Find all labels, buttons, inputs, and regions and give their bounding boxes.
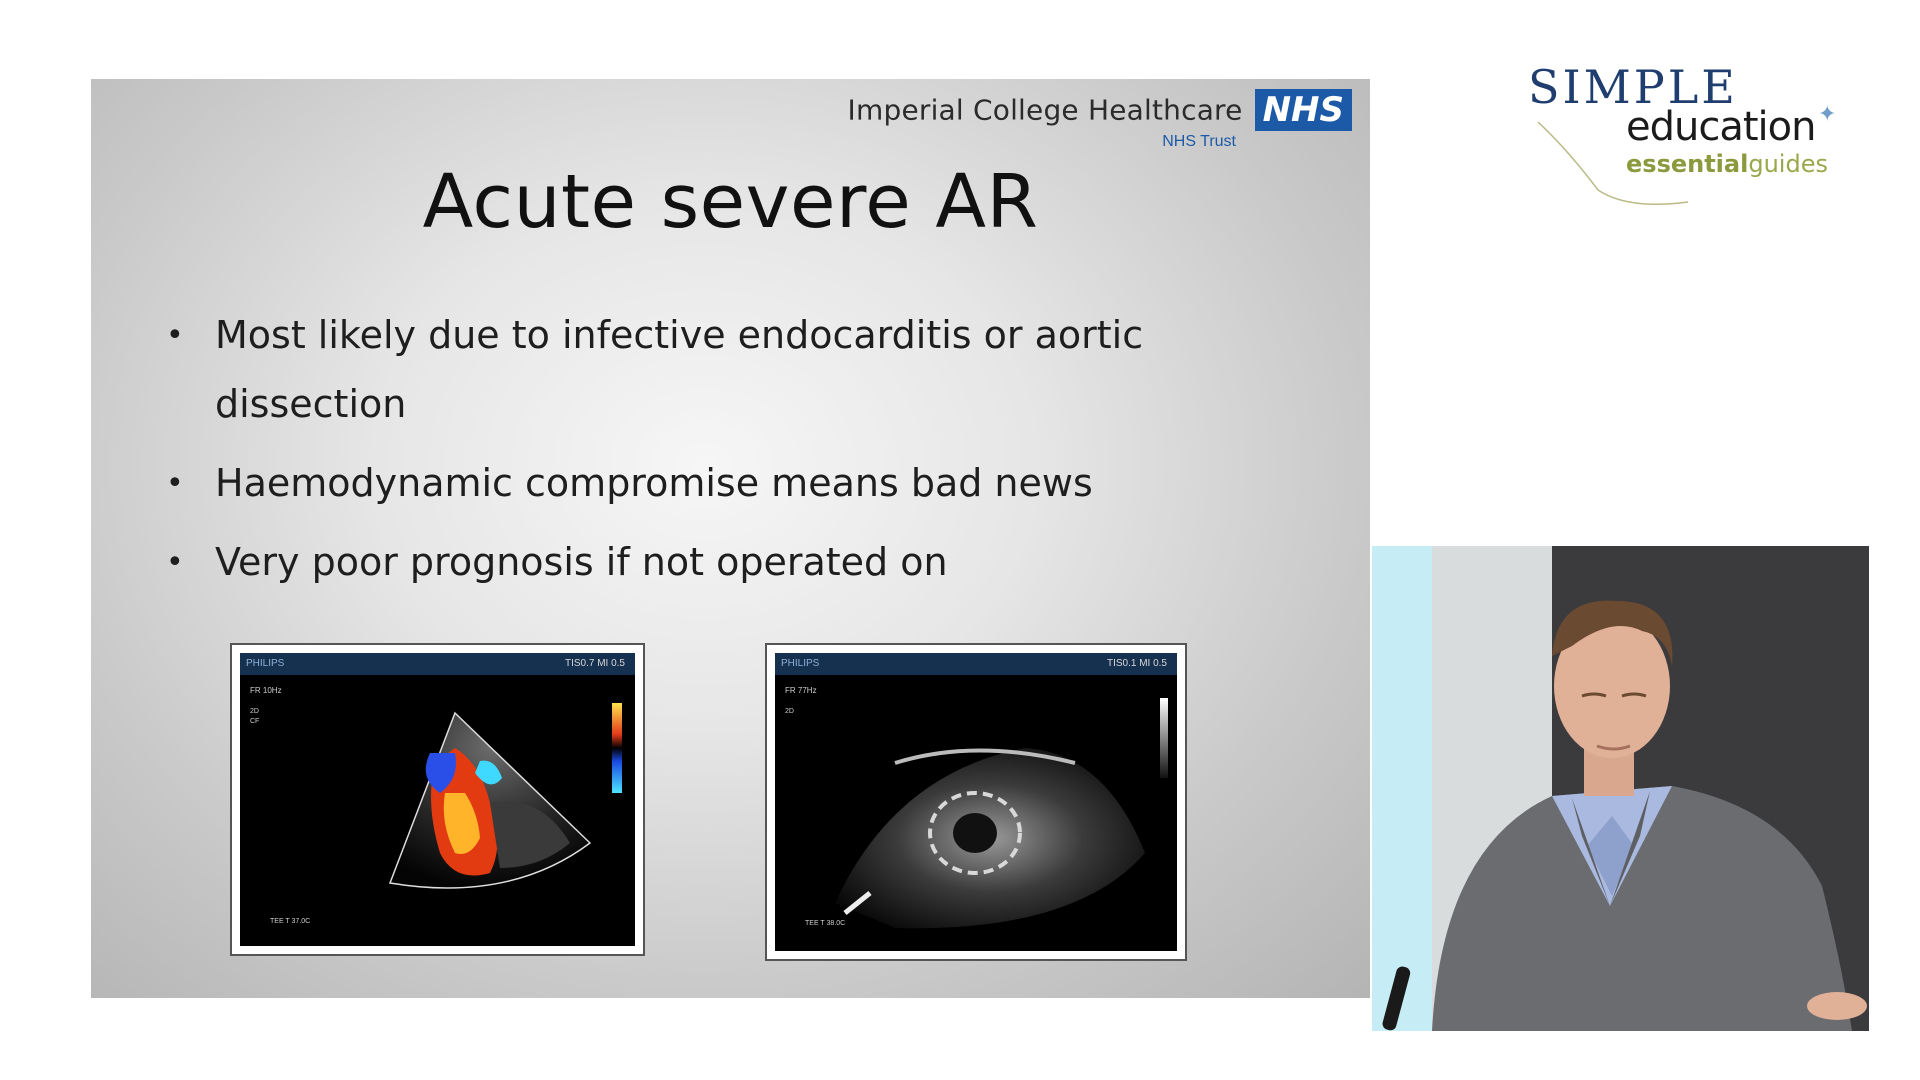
echo-doppler-graphic bbox=[240, 653, 635, 946]
logo-simple: SIMPLE bbox=[1528, 60, 1738, 114]
bullet-icon: • bbox=[166, 318, 184, 353]
bullet-item bbox=[166, 528, 1186, 597]
echo-vendor: PHILIPS bbox=[246, 658, 285, 669]
presenter-graphic bbox=[1372, 546, 1869, 1031]
echo-image-2d bbox=[765, 643, 1187, 961]
bullet-icon: • bbox=[166, 466, 184, 501]
bullet-text: Very poor prognosis if not operated on bbox=[215, 540, 948, 584]
organisation-name: Imperial College Healthcare bbox=[847, 93, 1243, 127]
nhs-logo: NHS bbox=[1255, 89, 1352, 131]
simple-education-logo bbox=[1528, 60, 1848, 220]
logo-education: education bbox=[1626, 104, 1816, 150]
bullet-item bbox=[166, 449, 1186, 518]
logo-swoosh bbox=[1528, 60, 1848, 220]
organisation-header bbox=[848, 89, 1352, 151]
presentation-slide bbox=[91, 79, 1370, 998]
bullet-list bbox=[166, 301, 1186, 607]
svg-text:FR 10Hz: FR 10Hz bbox=[250, 686, 282, 695]
svg-text:2D: 2D bbox=[785, 708, 794, 715]
echo-settings: TIS0.7 MI 0.5 bbox=[564, 658, 625, 669]
logo-guides: guides bbox=[1748, 150, 1828, 178]
slide-title: Acute severe AR bbox=[422, 159, 1039, 245]
svg-text:FR 77Hz: FR 77Hz bbox=[785, 686, 817, 695]
svg-text:2D: 2D bbox=[250, 708, 259, 715]
echo-image-doppler bbox=[230, 643, 645, 956]
echo-screen bbox=[240, 653, 635, 946]
echo-vendor: PHILIPS bbox=[781, 658, 820, 669]
echo-screen bbox=[775, 653, 1177, 951]
echo-settings: TIS0.1 MI 0.5 bbox=[1106, 658, 1167, 669]
svg-text:CF: CF bbox=[250, 718, 260, 725]
presenter-video bbox=[1372, 546, 1869, 1031]
bullet-text: Most likely due to infective endocarditis or aortic dissection bbox=[215, 313, 1144, 426]
bullet-icon: • bbox=[166, 545, 184, 580]
echo-2d-graphic bbox=[775, 653, 1177, 951]
svg-text:TEE T 37.0C: TEE T 37.0C bbox=[270, 918, 311, 925]
logo-essential: essential bbox=[1626, 150, 1749, 178]
svg-text:TEE T 38.0C: TEE T 38.0C bbox=[805, 920, 846, 927]
organisation-subtitle: NHS Trust bbox=[1162, 133, 1236, 150]
bullet-text: Haemodynamic compromise means bad news bbox=[215, 461, 1093, 505]
sparkle-icon: ✦ bbox=[1818, 102, 1837, 127]
bullet-item bbox=[166, 301, 1186, 439]
